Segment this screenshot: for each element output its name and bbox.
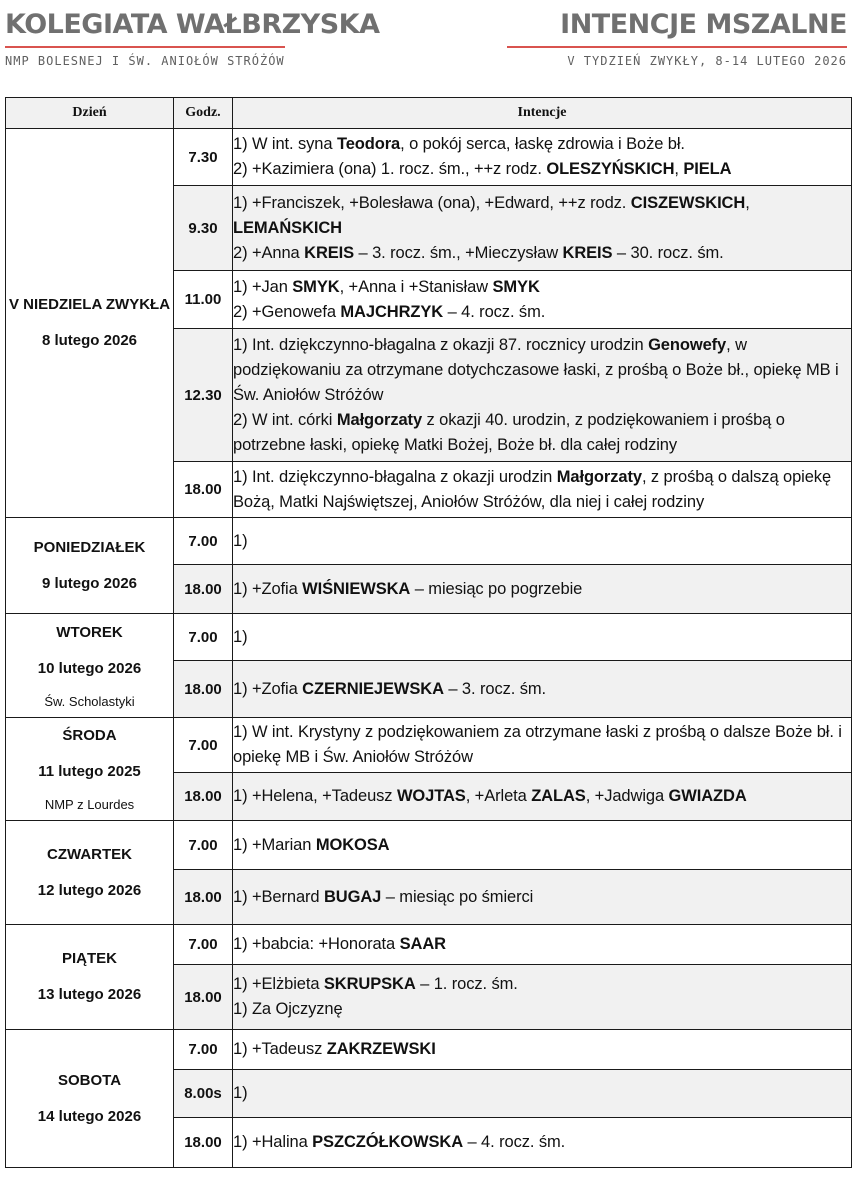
intention-cell <box>233 1030 852 1070</box>
intention-text: 1) <box>233 531 248 550</box>
intention-name-bold: Genowefy <box>648 335 727 354</box>
table-body <box>6 129 852 1168</box>
intention-cell <box>233 870 852 925</box>
intention-text: 1) +babcia: +Honorata <box>233 935 400 953</box>
day-name: PIĄTEK <box>61 950 117 967</box>
week-subtitle: V TYDZIEŃ ZWYKŁY, 8-14 LUTEGO 2026 <box>567 54 847 68</box>
intention-name-bold: SMYK <box>492 277 540 296</box>
column-header-day: Dzień <box>6 98 174 129</box>
intention-name-bold: BUGAJ <box>323 887 382 906</box>
intention-name-bold: CZERNIEJEWSKA <box>302 679 444 698</box>
day-date: 14 lutego 2026 <box>37 1107 142 1125</box>
day-date: 11 lutego 2025 <box>38 763 141 780</box>
day-cell <box>6 518 174 614</box>
intention-text: 1) +Elżbieta <box>233 975 324 993</box>
intention-text: – 1. rocz. śm. <box>415 975 518 993</box>
intention-text: – 30. rocz. śm. <box>612 243 724 262</box>
mass-time: 8.00s <box>174 1070 233 1118</box>
day-cell <box>6 614 174 718</box>
intention-cell <box>233 1070 852 1118</box>
day-cell <box>6 129 174 518</box>
intention-line <box>233 833 851 858</box>
mass-time: 7.00 <box>174 925 233 965</box>
intention-text: 1) <box>233 627 248 646</box>
intention-name-bold: OLESZYŃSKICH <box>546 160 675 178</box>
mass-time: 11.00 <box>174 271 233 329</box>
day-cell <box>6 718 174 821</box>
mass-time: 18.00 <box>174 870 233 925</box>
intention-cell <box>233 518 852 565</box>
intention-name-bold: LEMAŃSKICH <box>233 218 342 237</box>
intention-text: , o pokój serca, łaskę zdrowia i Boże bł. <box>400 135 685 153</box>
intention-line <box>233 784 851 809</box>
intention-name-bold: Małgorzaty <box>556 467 642 486</box>
intention-text: – 4. rocz. śm. <box>443 302 546 321</box>
intention-line <box>233 932 851 957</box>
day-date: 9 lutego 2026 <box>41 574 138 592</box>
intention-text: 1) <box>233 1084 248 1102</box>
header-right <box>507 0 847 68</box>
header-left-rule <box>5 46 285 48</box>
mass-time: 12.30 <box>174 329 233 462</box>
intention-name-bold: KREIS <box>562 243 613 262</box>
intention-text: – 4. rocz. śm. <box>463 1133 566 1151</box>
intention-cell <box>233 773 852 821</box>
intention-name-bold: Teodora <box>336 135 401 153</box>
intention-text: 1) +Franciszek, +Bolesława (ona), +Edward, ++z rodz. <box>233 193 631 212</box>
parish-title: KOLEGIATA WAŁBRZYSKA <box>5 9 380 40</box>
day-cell <box>6 925 174 1030</box>
mass-time: 18.00 <box>174 1118 233 1168</box>
day-cell <box>6 821 174 925</box>
intention-line <box>233 465 851 515</box>
intention-name-bold: ZALAS <box>531 787 586 805</box>
intention-text: , <box>745 193 750 212</box>
intention-text: 1) Za Ojczyznę <box>233 1000 343 1018</box>
intention-line <box>233 333 851 408</box>
intention-cell <box>233 821 852 870</box>
intention-name-bold: ZAKRZEWSKI <box>326 1040 436 1058</box>
day-date: 10 lutego 2026 <box>37 659 142 677</box>
intention-cell <box>233 186 852 271</box>
mass-time: 18.00 <box>174 661 233 718</box>
intention-name-bold: SMYK <box>292 277 340 296</box>
intention-cell <box>233 329 852 462</box>
intention-cell <box>233 925 852 965</box>
intention-name-bold: PIELA <box>683 160 732 178</box>
intention-text: 2) +Genowefa <box>233 302 341 321</box>
parish-subtitle: NMP BOLESNEJ I ŚW. ANIOŁÓW STRÓŻÓW <box>5 54 285 68</box>
table-row <box>6 1030 852 1070</box>
intention-line <box>233 300 851 325</box>
intention-text: 1) +Helena, +Tadeusz <box>233 787 397 805</box>
mass-time: 7.00 <box>174 821 233 870</box>
intention-name-bold: WOJTAS <box>396 787 466 805</box>
mass-time: 7.00 <box>174 614 233 661</box>
intention-line <box>233 577 851 602</box>
intention-text: , +Anna i +Stanisław <box>339 277 493 296</box>
intention-text: 1) Int. dziękczynno-błagalna z okazji urodzin <box>233 467 557 486</box>
intention-cell <box>233 614 852 661</box>
intention-line <box>233 972 851 997</box>
table-row <box>6 518 852 565</box>
intention-name-bold: MAJCHRZYK <box>340 302 444 321</box>
intention-line <box>233 885 851 910</box>
intention-text: 1) +Marian <box>233 835 316 854</box>
intention-line <box>233 997 851 1022</box>
intention-line <box>233 1081 851 1106</box>
intention-name-bold: SKRUPSKA <box>323 975 416 993</box>
day-date: 12 lutego 2026 <box>37 881 142 899</box>
intention-text: – 3. rocz. śm. <box>443 679 546 698</box>
header-right-rule <box>507 46 847 48</box>
intention-text: 1) +Halina <box>233 1133 313 1151</box>
intention-text: – 3. rocz. śm., +Mieczysław <box>354 243 563 262</box>
intention-text: 1) Int. dziękczynno-błagalna z okazji 87. rocznicy urodzin <box>233 335 649 354</box>
day-name: ŚRODA <box>62 727 117 744</box>
intention-text: – miesiąc po pogrzebie <box>410 579 583 598</box>
day-name: PONIEDZIAŁEK <box>33 538 146 556</box>
intention-text: 2) W int. córki <box>233 410 337 429</box>
table-row <box>6 821 852 870</box>
day-date: 8 lutego 2026 <box>41 332 138 349</box>
intention-text: , <box>674 160 684 178</box>
intention-text: 1) W int. Krystyny z podziękowaniem za otrzymane łaski z prośbą o dalsze Boże bł. i opiekę MB i Św. Aniołów Stróżów <box>233 723 842 766</box>
intention-text: 1) +Tadeusz <box>233 1040 327 1058</box>
intention-text: 1) W int. syna <box>233 135 337 153</box>
intention-text: z okazji 40. urodzin, z podziękowaniem i prośbą o potrzebne łaski, opiekę Matki Bożej, Boże bł. dla całej rodziny <box>233 410 785 454</box>
table-row <box>6 925 852 965</box>
intention-text: , +Jadwiga <box>585 787 669 805</box>
intention-line <box>233 132 851 157</box>
intention-cell <box>233 718 852 773</box>
intention-line <box>233 1037 851 1062</box>
day-name: CZWARTEK <box>47 845 132 863</box>
intention-name-bold: Małgorzaty <box>336 410 423 429</box>
intention-line <box>233 720 851 770</box>
intention-cell <box>233 565 852 614</box>
intention-line <box>233 625 851 650</box>
intention-name-bold: PSZCZÓŁKOWSKA <box>312 1133 464 1151</box>
mass-time: 7.00 <box>174 1030 233 1070</box>
header-left <box>5 0 380 68</box>
column-header-hour: Godz. <box>174 98 233 129</box>
table-row <box>6 718 852 773</box>
table-row <box>6 614 852 661</box>
intention-text: , +Arleta <box>465 787 532 805</box>
intention-cell <box>233 965 852 1030</box>
intention-line <box>233 677 851 702</box>
mass-time: 18.00 <box>174 965 233 1030</box>
intention-text: , w podziękowaniu za otrzymane dotychczasowe łaski, z prośbą o Boże bł., opiekę MB i Św. Aniołów Stróżów <box>233 335 839 404</box>
intention-text: 1) +Jan <box>233 277 293 296</box>
intention-text: 2) +Kazimiera (ona) 1. rocz. śm., ++z rodz. <box>233 160 547 178</box>
intention-text: 1) +Zofia <box>233 579 303 598</box>
mass-time: 7.00 <box>174 518 233 565</box>
table-row <box>6 129 852 186</box>
table-header-row <box>6 98 852 129</box>
day-name: V NIEDZIELA ZWYKŁA <box>8 296 171 313</box>
intention-text: 1) +Bernard <box>233 887 324 906</box>
intention-name-bold: KREIS <box>304 243 355 262</box>
day-feast-note: NMP z Lourdes <box>44 797 135 812</box>
intention-line <box>233 157 851 182</box>
day-date: 13 lutego 2026 <box>37 986 142 1003</box>
mass-time: 18.00 <box>174 773 233 821</box>
intention-text: 2) +Anna <box>233 243 305 262</box>
intention-text: – miesiąc po śmierci <box>381 887 534 906</box>
day-name: WTOREK <box>56 623 123 641</box>
intention-line <box>233 408 851 458</box>
day-name: SOBOTA <box>57 1071 122 1089</box>
mass-time: 18.00 <box>174 462 233 518</box>
mass-time: 9.30 <box>174 186 233 271</box>
intention-line <box>233 1130 851 1155</box>
intention-name-bold: SAAR <box>399 935 446 953</box>
intention-line <box>233 241 851 266</box>
day-cell <box>6 1030 174 1168</box>
intention-line <box>233 191 851 241</box>
intention-name-bold: GWIAZDA <box>668 787 747 805</box>
mass-time: 7.00 <box>174 718 233 773</box>
intention-cell <box>233 1118 852 1168</box>
column-header-intentions: Intencje <box>233 98 852 129</box>
intention-text: 1) +Zofia <box>233 679 303 698</box>
intentions-table <box>5 97 852 1168</box>
intention-cell <box>233 129 852 186</box>
intention-line <box>233 275 851 300</box>
intention-line <box>233 529 851 554</box>
document-title: INTENCJE MSZALNE <box>560 9 847 40</box>
intention-name-bold: MOKOSA <box>315 835 390 854</box>
intention-cell <box>233 462 852 518</box>
day-feast-note: Św. Scholastyki <box>44 693 135 709</box>
mass-time: 18.00 <box>174 565 233 614</box>
mass-time: 7.30 <box>174 129 233 186</box>
intention-name-bold: CISZEWSKICH <box>630 193 746 212</box>
intention-cell <box>233 271 852 329</box>
intention-cell <box>233 661 852 718</box>
intention-name-bold: WIŚNIEWSKA <box>302 579 411 598</box>
intention-text: , z prośbą o dalszą opiekę Bożą, Matki Najświętszej, Aniołów Stróżów, dla niej i całej rodziny <box>233 467 832 511</box>
